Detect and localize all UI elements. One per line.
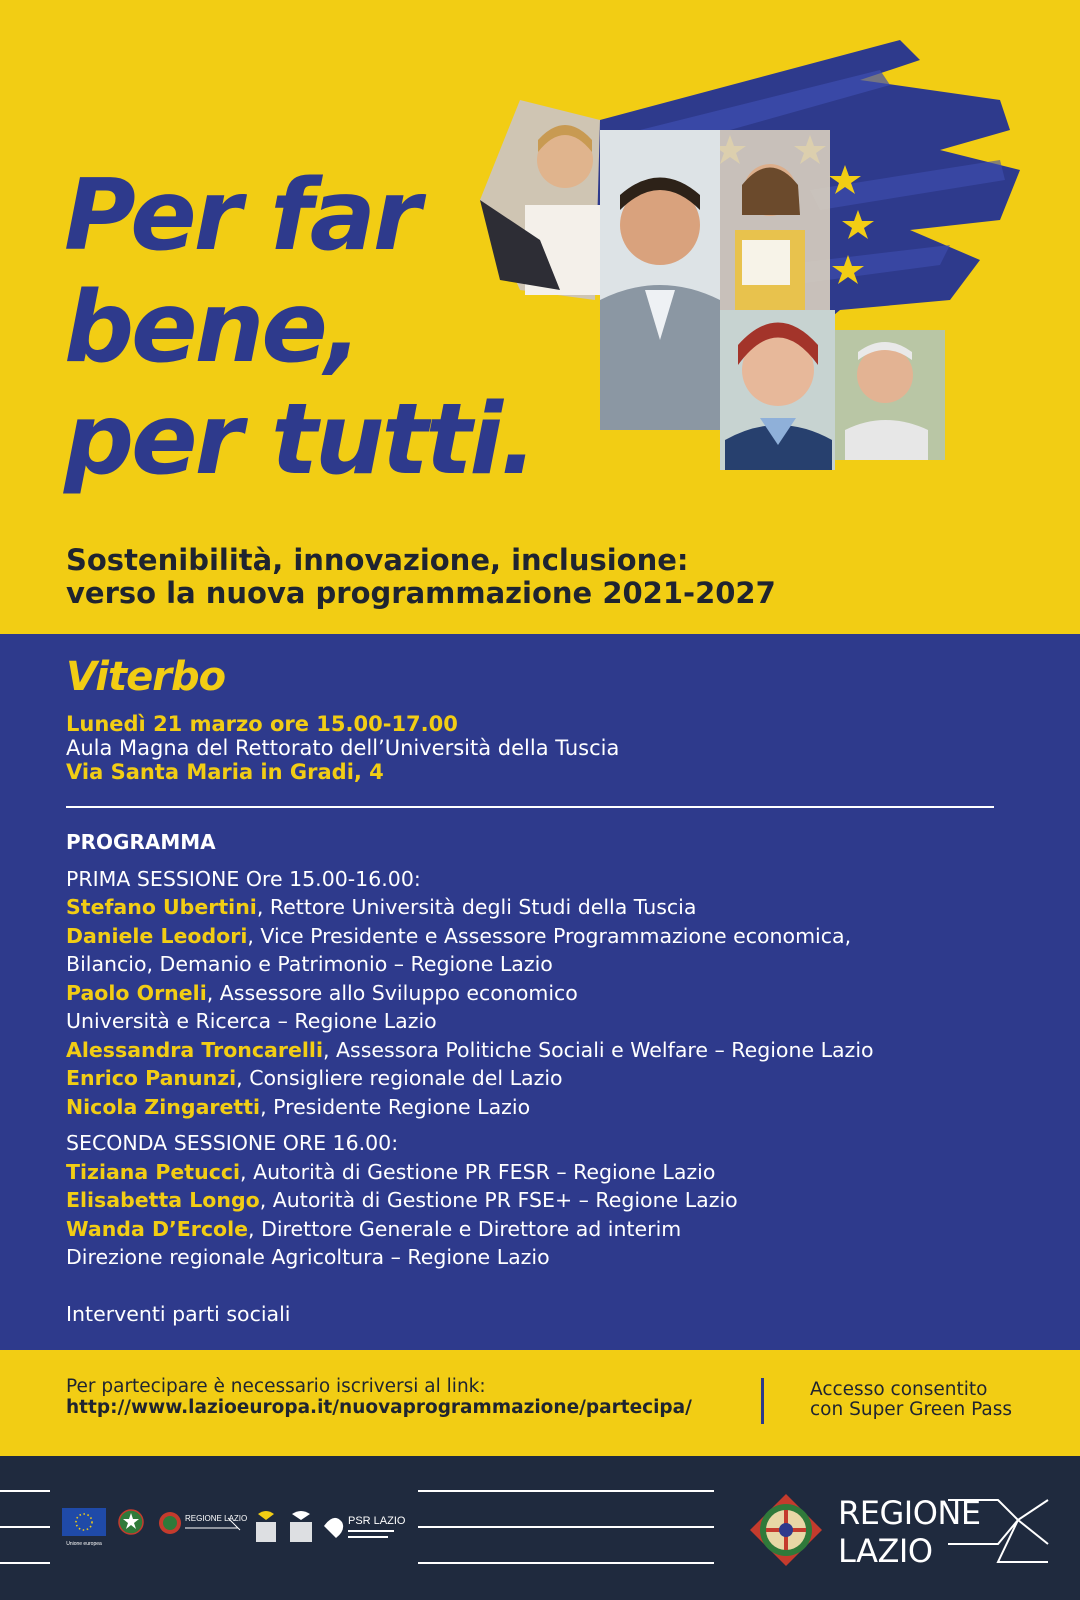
psr-lazio-logo-icon <box>322 1508 406 1546</box>
speaker-name: Wanda D’Ercole <box>66 1216 249 1241</box>
speaker-row <box>66 922 1026 951</box>
registration-info <box>66 1376 692 1418</box>
event-city: Viterbo <box>66 654 226 700</box>
eu-flag-icon <box>62 1508 106 1548</box>
event-venue: Aula Magna del Rettorato dell’Università della Tuscia <box>66 736 620 760</box>
footer-line <box>0 1526 50 1528</box>
separator <box>761 1378 764 1424</box>
closing-note: Interventi parti sociali <box>66 1301 291 1326</box>
logos-footer <box>0 1456 1080 1600</box>
svg-text:REGIONE LAZIO: REGIONE LAZIO <box>185 1514 248 1523</box>
fse-logo-icon <box>288 1508 314 1544</box>
footer-line <box>0 1562 50 1564</box>
registration-section <box>0 1350 1080 1456</box>
speaker-row <box>66 950 1026 979</box>
speaker-row <box>66 1215 1026 1244</box>
photo-woman-red-hair <box>720 310 835 470</box>
speaker-name: Paolo Orneli <box>66 980 207 1005</box>
program-section <box>0 634 1080 1350</box>
svg-text:Unione europea: Unione europea <box>66 1541 102 1547</box>
divider <box>66 806 994 808</box>
speaker-role: , Rettore Università degli Studi della Tuscia <box>256 895 697 919</box>
session-2-heading: SECONDA SESSIONE ORE 16.00: <box>66 1131 399 1155</box>
registration-link[interactable]: http://www.lazioeuropa.it/nuovaprogrammazione/partecipa/ <box>66 1397 692 1418</box>
speaker-name: Nicola Zingaretti <box>66 1094 261 1119</box>
speaker-row <box>66 1007 1026 1036</box>
speaker-role: , Assessora Politiche Sociali e Welfare – Regione Lazio <box>322 1037 874 1062</box>
fesr-logo-icon <box>254 1508 278 1544</box>
regione-lazio-emblem-icon <box>748 1492 824 1568</box>
speaker-row <box>66 1064 1026 1093</box>
access-line-1: Accesso consentito <box>810 1379 988 1400</box>
brand-x-mark-icon <box>948 1496 1048 1566</box>
speaker-name: Enrico Panunzi <box>66 1066 237 1090</box>
speaker-row <box>66 1093 1026 1122</box>
brand-line-1: REGIONE <box>838 1494 981 1532</box>
footer-line <box>418 1562 714 1564</box>
event-address: Via Santa Maria in Gradi, 4 <box>66 760 384 784</box>
speaker-name: Alessandra Troncarelli <box>66 1037 323 1062</box>
speaker-row <box>66 1186 1026 1215</box>
headline-line-1: Per far <box>64 159 419 273</box>
regione-lazio-brand <box>748 1492 1048 1568</box>
speaker-role: Direzione regionale Agricoltura – Regione Lazio <box>66 1245 550 1269</box>
headline-line-2: bene, <box>64 271 360 385</box>
speaker-role: Bilancio, Demanio e Patrimonio – Regione Lazio <box>66 952 553 976</box>
photo-elderly-man <box>835 330 945 460</box>
registration-label: Per partecipare è necessario iscriversi al link: <box>66 1376 486 1397</box>
photo-woman-with-books <box>720 130 830 310</box>
speaker-row <box>66 1158 1026 1187</box>
speaker-role: , Consigliere regionale del Lazio <box>236 1066 563 1090</box>
session-1-heading: PRIMA SESSIONE Ore 15.00-16.00: <box>66 866 421 891</box>
access-note <box>810 1380 1012 1420</box>
speaker-name: Elisabetta Longo <box>66 1188 260 1212</box>
svg-text:PSR LAZIO: PSR LAZIO <box>348 1515 406 1527</box>
event-info <box>66 712 966 784</box>
hero-section <box>0 0 1080 634</box>
program-title: PROGRAMMA <box>66 830 216 854</box>
event-date: Lunedì 21 marzo ore 15.00-17.00 <box>66 712 458 736</box>
speaker-role: , Autorità di Gestione PR FESR – Regione Lazio <box>240 1159 716 1184</box>
speaker-row <box>66 1243 1026 1272</box>
speaker-role: , Assessore allo Sviluppo economico <box>206 980 578 1005</box>
speaker-role: , Presidente Regione Lazio <box>260 1094 531 1119</box>
speaker-name: Daniele Leodori <box>66 923 248 948</box>
footer-line <box>418 1526 714 1528</box>
brand-line-2: LAZIO <box>838 1532 933 1570</box>
subtitle-line-2: verso la nuova programmazione 2021-2027 <box>66 576 776 610</box>
speaker-role: , Vice Presidente e Assessore Programmazione economica, <box>247 923 852 948</box>
footer-line <box>418 1490 714 1492</box>
regione-lazio-crest-icon <box>158 1508 248 1538</box>
speaker-row <box>66 1036 1026 1065</box>
access-line-2: con Super Green Pass <box>810 1399 1013 1420</box>
photo-collage <box>480 40 1040 480</box>
speaker-role: Università e Ricerca – Regione Lazio <box>66 1009 437 1033</box>
speaker-row <box>66 893 1026 922</box>
subtitle <box>66 544 966 610</box>
speaker-name: Tiziana Petucci <box>66 1159 241 1184</box>
speaker-role: , Direttore Generale e Direttore ad interim <box>248 1216 682 1241</box>
italian-republic-emblem-icon <box>118 1508 144 1538</box>
speaker-row <box>66 979 1026 1008</box>
footer-line <box>0 1490 50 1492</box>
program-list <box>66 828 1026 1328</box>
photo-girl-studying <box>480 100 605 300</box>
subtitle-line-1: Sostenibilità, innovazione, inclusione: <box>66 543 689 577</box>
photo-smiling-man <box>600 130 720 430</box>
speaker-name: Stefano Ubertini <box>66 895 257 919</box>
headline-line-3: per tutti. <box>64 383 535 497</box>
speaker-role: , Autorità di Gestione PR FSE+ – Regione Lazio <box>259 1188 738 1212</box>
